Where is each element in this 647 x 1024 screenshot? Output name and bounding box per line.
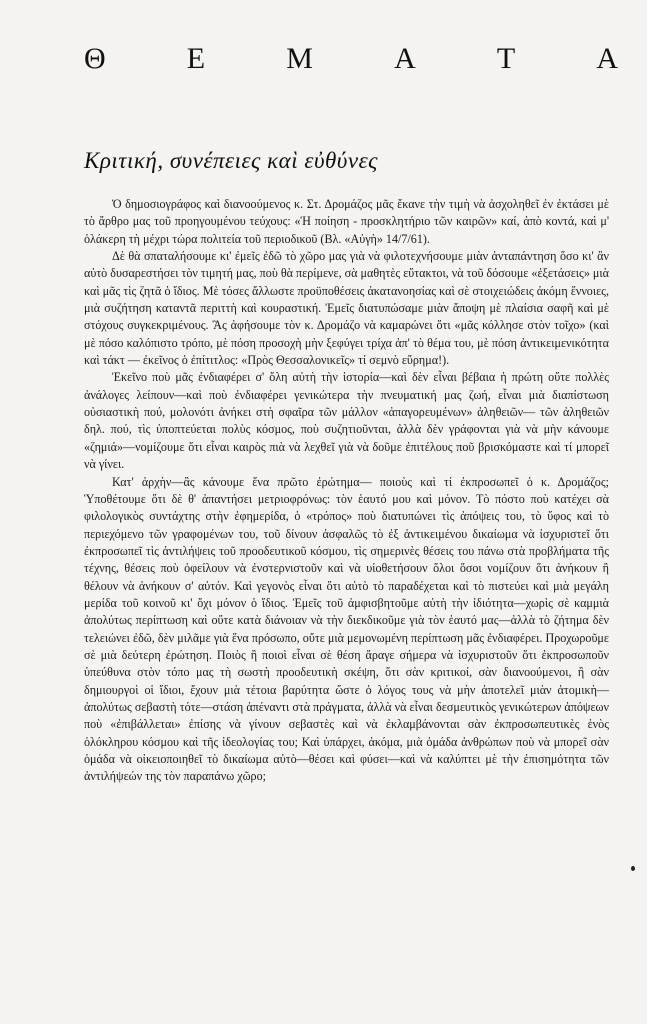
header-letter: Ε [186, 42, 207, 75]
margin-dot [631, 866, 635, 871]
header-letter: Τ [496, 42, 517, 75]
paragraph: Δὲ θὰ σπαταλήσουμε κι' ἐμεῖς ἐδῶ τὸ χῶρο μας γιὰ νὰ φιλοτεχνήσουμε μιὰν ἀνταπάντηση ὅσο κι' ἂν αὐτὸ δυσαρεστήσει τὸν τιμητή μας, ποὺ θὰ περίμενε, σὰ μαθητὲς εὔτακτοι, νὰ τοῦ δόσουμε «ἐξετάσεις» μιὰ καὶ μᾶς τὶς ζητᾶ ὁ ἴδιος. Μὲ τόσες ἄλλωστε προϋποθέσεις ἀκατανοησίας καὶ σὲ στοιχειώδεις ἀκόμη ἔννοιες, μιὰ συζήτηση καταντᾶ περιττὴ καὶ κουραστική. Ἐμεῖς διατυπώσαμε μιὰν ἄποψη μὲ πλαίσια σαφῆ καὶ μὲ στόχους συγκεκριμένους. Ἂς ἀφήσουμε τὸν κ. Δρομάζο νὰ καμαρώνει ὅτι «μᾶς κόλλησε στὸν τοῖχο» (καὶ μὲ πόσο καλόπιστο τρόπο, μὲ πόση προσοχὴ μὴν ξεφύγει τρίχα ἀπ' τὸ θέμα του, μὲ πόση ἀντικειμενικότητα καὶ τάκτ — ἐκεῖνος ὁ ἐπίτιτλος: «Πρὸς Θεσσαλονικεῖς» τί σεμνὸ εὕρημα!). [84, 249, 609, 368]
header-letter: Μ [286, 42, 314, 75]
paragraph: Κατ' ἀρχὴν—ἂς κάνουμε ἕνα πρῶτο ἐρώτημα— ποιοὺς καὶ τί ἐκπροσωπεῖ ὁ κ. Δρομάζος; Ὑποθέτουμε ὅτι δὲ θ' ἀπαντήσει μετριοφρόνως: τὸν ἑαυτό μου καὶ μόνον. Τὸ πόστο ποὺ κατέχει σὰ φιλολογικὸς συντάχτης στὴν ἐφημερίδα, ὁ «τρόπος» ποὺ διατυπώνει τὶς ἀπόψεις του, τὸ ὕφος καὶ τὸ περιεχόμενο τῶν γραφομένων του, τοῦ δίνουν ἀσφαλῶς τὸ ἐξ ἀντικειμένου δικαίωμα νὰ ἰσχυριστεῖ ὅτι ἐκπροσωπεῖ τὶς ἀντιλήψεις τοῦ προοδευτικοῦ κόσμου, τὶς σημερινὲς θέσεις του πάνω στὰ προβλήματα τῆς τέχνης, θέσεις ποὺ ὀφείλουν νὰ ἐνστερνιστοῦν καὶ νὰ υἱοθετήσουν ὅλοι ὅσοι νομίζουν ὅτι ἀνήκουν ἢ θέλουν νὰ ἀνήκουν σ' αὐτόν. Καὶ γεγονὸς εἶναι ὅτι αὐτὸ τὸ παραδέχεται καὶ τὸ πιστεύει καὶ μιὰ μεγάλη μερίδα τοῦ κοινοῦ κι' ὄχι μόνον ὁ ἴδιος. Ἐμεῖς τοῦ ἀμφισβητοῦμε αὐτὴ τὴν ἰδιότητα—χωρὶς σὲ καμμιὰ ἀπολύτως περίπτωση καὶ οὔτε κατὰ διάνοιαν νὰ τὴν διεκδικοῦμε γιὰ τὸν ἑαυτό μας—ἀλλὰ τὸ ζήτημα δὲν τελειώνει ἐδῶ, δὲν μιλᾶμε γιὰ ἕνα πρόσωπο, οὔτε μιὰ μεμονωμένη περίπτωση μᾶς ἐνδιαφέρει. Προχωροῦμε σὲ μιὰ δεύτερη ἐρώτηση. Ποιὸς ἢ ποιοὶ εἶναι σὲ θέση ἄραγε σήμερα νὰ ἰσχυριστοῦν ὅτι ἐκπροσωποῦν ὑπεύθυνα στὸν τόπο μας τὴ σωστὴ προοδευτικὴ σκέψη, ὅτι σὰν κριτικοί, σὰν διανοούμενοι, ἢ σὰν δημιουργοὶ οἱ ἴδιοι, ἔχουν μιὰ τέτοια βαρύτητα ὥστε ὁ λόγος τους νὰ μὴν ἀποτελεῖ μιὰν ἀτομικὴ—ἀπολύτως σεβαστὴ τότε—στάση ἀπέναντι στὰ πράγματα, ἀλλὰ νὰ εἶναι δεσμευτικὸς γενικώτερων ἀπόψεων ποὺ «ἐπιβάλλεται» ἐπίσης νὰ γίνουν σεβαστὲς καὶ νὰ ἐκλαμβάνονται σὰν ἐκπροσωπευτικὲς ἑνὸς ὁλόκληρου κόσμου καὶ τῆς ἰδεολογίας του; Καὶ ὑπάρχει, ἀκόμα, μιὰ ὁμάδα ἀνθρώπων ποὺ νὰ μπορεῖ σὰν ὁμάδα νὰ οἰκειοποιηθεῖ τὸ δικαίωμα αὐτὸ—θέσει καὶ φύσει—καὶ νὰ καλύπτει μὲ τὴν ἐπισημότητα τῶν ἀντιλήψεών της τὸν παραπάνω χῶρο; [84, 474, 609, 784]
paragraph: Ὁ δημοσιογράφος καὶ διανοούμενος κ. Στ. Δρομάζος μᾶς ἔκανε τὴν τιμὴ νὰ ἀσχοληθεῖ ἐν ἐκτάσει μὲ τὸ ἄρθρο μας τοῦ προηγουμένου τεύχους: «Ἡ ποίηση - προσκλητήριο τῶν καιρῶν» καί, ἀπὸ κοντά, καὶ μ' ὁλάκερη τὴ μέχρι τώρα πολιτεία τοῦ περιοδικοῦ (Βλ. «Αὐγὴ» 14/7/61). [84, 197, 609, 246]
article-title: Κριτική, συνέπειες καὶ εὐθύνες [84, 148, 378, 173]
article-body [84, 196, 609, 786]
header-letter: Α [394, 42, 417, 75]
header-letter: Α [596, 42, 619, 75]
paragraph: Ἐκεῖνο ποὺ μᾶς ἐνδιαφέρει σ' ὅλη αὐτὴ τὴν ἱστορία—καὶ δὲν εἶναι βέβαια ἡ πρώτη οὔτε πολλὲς ἀνάλογες λείπουν—καὶ ποὺ ἐνδιαφέρει γενικώτερα τὴν πνευματική μας ζωή, εἶναι μιὰ διαπίστωση οὐσιαστικὴ πού, μολονότι ἀνήκει στὴ σφαῖρα τῶν μάλλον «ἀπαγορευμένων» ἀληθειῶν— τῶν ἀληθειῶν δηλ. πού, τὶς ὑποπτεύεται πολὺς κόσμος, ποὺ συζητιοῦνται, ἀλλὰ δὲν γράφονται γιὰ νὰ μὴν κάνουμε «ζημιά»—νομίζουμε ὅτι εἶναι καιρὸς πιὰ νὰ λεχθεῖ γιὰ νὰ δοῦμε ἐπιτέλους ποῦ βρισκόμαστε καὶ τί μπορεῖ νὰ γίνει. [84, 370, 609, 472]
header-letter: Θ [84, 42, 107, 75]
section-header [84, 42, 619, 76]
